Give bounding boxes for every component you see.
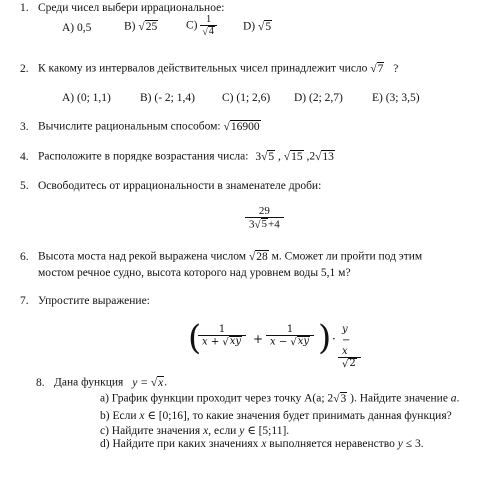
question-3: 3. Вычислите рациональным способом: √ 16900 (20, 120, 260, 133)
question-4: 4. Расположите в порядке возрастания числа: 3 √ 5 , √ 15 ,2 √ 13 (20, 150, 334, 163)
sqrt: √ 5 (258, 20, 272, 33)
q8-item-c: c) Найдите значения x, если y ∈ [5;11]. (100, 425, 290, 437)
q2-option-a: A) (0; 1,1) (62, 92, 111, 104)
q1-option-c: C) 1 √ 4 (186, 14, 217, 38)
q2-option-b: B) (- 2; 1,4) (140, 92, 195, 104)
q2-option-c: C) (1; 2,6) (222, 92, 271, 104)
q1-option-d: D) √ 5 (243, 20, 272, 33)
question-2: 2. К какому из интервалов действительных чисел принадлежит число √ 7 ? (20, 62, 399, 75)
sqrt: √ 7 (370, 62, 384, 75)
question-number: 1. (20, 2, 29, 14)
q7-expression: ( 1 x + √ xy + 1 x − √ xy ) · y − x √ 2 (188, 318, 358, 366)
q5-fraction: 29 3 √ 5 +4 (245, 205, 284, 231)
question-1 (20, 2, 224, 14)
question-6-line-2: мостом речное судно, высота которого над уровнем воды 5,1 м? (38, 267, 351, 279)
q8-item-d: d) Найдите при каких значениях x выполняется неравенство y ≤ 3. (100, 438, 424, 450)
question-7: 7. Упростите выражение: (20, 295, 150, 307)
q8-item-a: a) График функции проходит через точку A(a; 2 √ 3 ). Найдите значение a. (100, 392, 460, 405)
question-5: 5. Освободитесь от иррациональности в знаменателе дроби: (20, 180, 322, 192)
question-6: 6. Высота моста над рекой выражена числом √ 28 м. Сможет ли пройти под этим (20, 250, 423, 263)
q8-item-b: b) Если x ∈ [0;16], то какие значения будет принимать данная функция? (100, 410, 452, 422)
q2-option-d: D) (2; 2,7) (294, 92, 343, 104)
q1-option-a: A) 0,5 (62, 22, 92, 34)
q1-option-b: B) √ 25 (124, 20, 158, 33)
question-text: Среди чисел выбери иррациональное: (38, 2, 225, 14)
sqrt: √ 25 (138, 20, 158, 33)
sqrt: √ 16900 (223, 120, 260, 133)
q2-option-e: E) (3; 3,5) (372, 92, 420, 104)
fraction: 1 √ 4 (200, 14, 217, 38)
question-8: 8. Дана функция y = √ x . (36, 376, 168, 389)
